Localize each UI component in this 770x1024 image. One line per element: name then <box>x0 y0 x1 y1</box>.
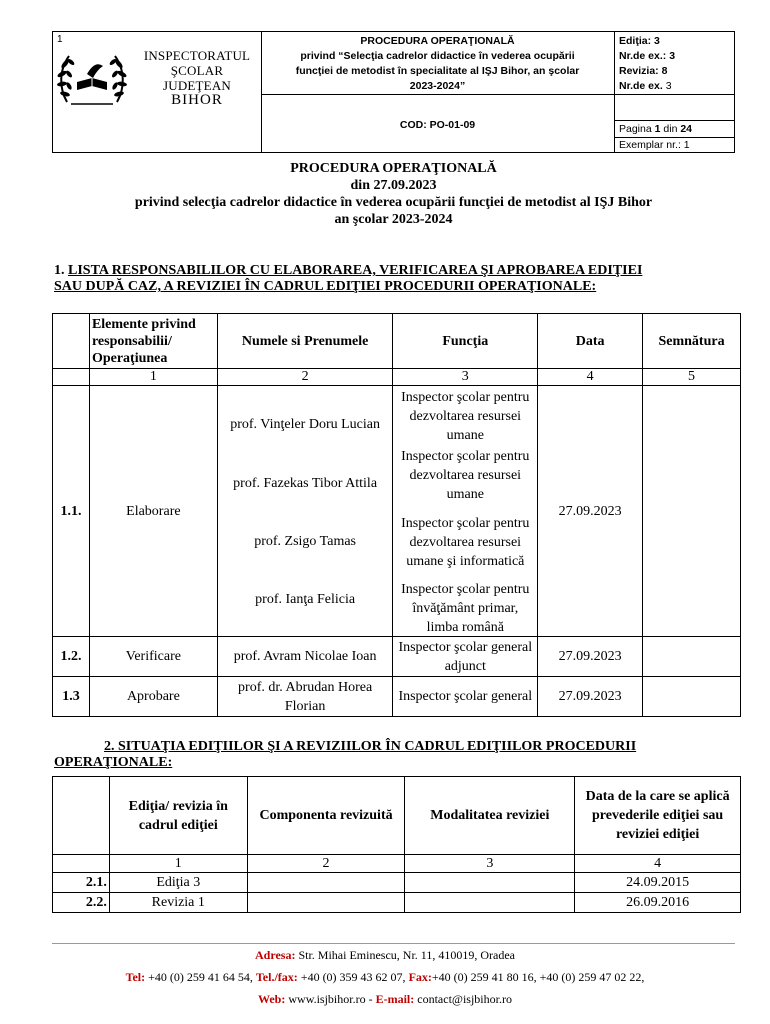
nr-ex-1: Nr.de ex.: 3 <box>619 50 676 62</box>
person-name: prof. dr. Abrudan Horea Florian <box>217 677 393 717</box>
table-row <box>53 893 741 913</box>
header-cell: Data de la care se aplică prevederile ediţiei sau reviziei ediţiei <box>575 777 741 855</box>
row-number: 2.1. <box>53 873 110 893</box>
person-role: Inspector şcolar pentru dezvoltarea resursei umane <box>401 448 530 502</box>
pagination: Pagina 1 din 24 <box>619 123 693 135</box>
institution-name <box>136 48 258 108</box>
title-line4: an şcolar 2023-2024 <box>334 212 453 227</box>
footer-phones: Tel: +40 (0) 259 41 64 54, Tel./fax: +40 (0) 359 43 62 07, Fax:+40 (0) 259 41 80 16, +40 (0) 259 47 02 22, <box>125 970 645 984</box>
names-cell <box>217 386 393 637</box>
divider <box>615 94 734 95</box>
table-header-row <box>53 777 741 855</box>
revizia: Revizia: 8 <box>619 65 668 77</box>
col-num-cell: 4 <box>575 855 741 873</box>
doc-title-line3: funcţiei de metodist în specialitate al IŞJ Bihor, an şcolar <box>295 65 580 77</box>
col-num-cell: 4 <box>538 369 643 386</box>
divider <box>261 94 614 95</box>
header-cell: Ediţia/ revizia în cadrul ediţiei <box>109 777 247 855</box>
date-cell: 27.09.2023 <box>538 637 643 677</box>
person-role: Inspector şcolar pentru dezvoltarea resursei umane şi informatică <box>401 515 530 569</box>
title-line3: privind selecţia cadrelor didactice în vederea ocupării funcţiei de metodist al IŞJ Bihor <box>134 195 653 210</box>
col-num-cell: 3 <box>393 369 538 386</box>
col-num-cell: 5 <box>643 369 741 386</box>
header-cell: Semnătura <box>643 314 741 369</box>
component-cell <box>247 893 405 913</box>
document-header <box>52 31 735 153</box>
divider <box>615 120 734 121</box>
table-row <box>53 637 741 677</box>
header-cell: Numele si Prenumele <box>217 314 393 369</box>
doc-meta-cell <box>615 32 734 152</box>
person-name: prof. Vinţeler Doru Lucian <box>230 416 380 432</box>
section2-heading: 2. SITUAŢIA EDIŢIILOR ŞI A REVIZIILOR ÎN CADRUL EDIŢIILOR PROCEDURII OPERAŢIONALE: <box>54 739 637 770</box>
person-name: prof. Zsigo Tamas <box>254 533 357 549</box>
responsibles-table <box>52 313 741 717</box>
edition-cell: Ediţia 3 <box>109 873 247 893</box>
header-cell-num <box>53 314 90 369</box>
doc-code: COD: PO-01-09 <box>399 119 476 131</box>
footer-web: Web: www.isjbihor.ro - E-mail: contact@isjbihor.ro <box>258 992 512 1006</box>
person-role: Inspector şcolar general <box>393 677 538 717</box>
column-number-row <box>53 855 741 873</box>
doc-title-line2: privind “Selecţia cadrelor didactice în vederea ocupării <box>300 50 575 62</box>
person-role: Inspector şcolar general adjunct <box>393 637 538 677</box>
page-footer <box>0 944 770 1010</box>
col-num-cell: 1 <box>89 369 217 386</box>
table-row <box>53 873 741 893</box>
person-role: Inspector şcolar pentru dezvoltarea resursei umane <box>401 389 530 443</box>
table-header-row <box>53 314 741 369</box>
title-line1: PROCEDURA OPERAŢIONALĂ <box>290 161 497 176</box>
operation-cell: Verificare <box>89 637 217 677</box>
signature-cell <box>643 386 741 637</box>
doc-title-line4: 2023-2024” <box>409 80 466 92</box>
editions-table <box>52 776 741 913</box>
signature-cell <box>643 637 741 677</box>
row-number: 1.3 <box>53 677 90 717</box>
person-name: prof. Fazekas Tibor Attila <box>233 475 378 491</box>
header-cell: Elemente privind responsabilii/ Operaţiunea <box>89 314 217 369</box>
col-num-cell: 1 <box>109 855 247 873</box>
editia: Ediţia: 3 <box>619 35 660 47</box>
component-cell <box>247 873 405 893</box>
exemplar: Exemplar nr.: 1 <box>619 139 690 151</box>
column-number-row <box>53 369 741 386</box>
title-line2: din 27.09.2023 <box>350 178 437 193</box>
section1-heading: 1. LISTA RESPONSABILILOR CU ELABORAREA, VERIFICAREA ŞI APROBAREA EDIŢIEI SAU DUPĂ CAZ, A REVIZIEI ÎN CADRUL EDIŢIEI PROCEDURII OPERAŢIONALE: <box>54 263 643 294</box>
footer-address: Adresa: Str. Mihai Eminescu, Nr. 11, 410019, Oradea <box>255 948 515 962</box>
col-num-cell: 2 <box>217 369 393 386</box>
institution-line3: BIHOR <box>171 92 223 108</box>
col-num-cell <box>53 855 110 873</box>
mode-cell <box>405 893 575 913</box>
institution-line1: INSPECTORATUL <box>143 48 251 63</box>
table-row <box>53 386 741 637</box>
website-link[interactable]: www.isjbihor.ro <box>288 992 366 1006</box>
institution-line2: ŞCOLAR JUDEŢEAN <box>162 63 232 93</box>
date-cell: 27.09.2023 <box>538 677 643 717</box>
mode-cell <box>405 873 575 893</box>
edition-cell: Revizia 1 <box>109 893 247 913</box>
logo-cell <box>53 32 262 152</box>
row-number: 1.2. <box>53 637 90 677</box>
date-cell: 27.09.2023 <box>538 386 643 637</box>
header-cell: Modalitatea reviziei <box>405 777 575 855</box>
header-cell: Componenta revizuită <box>247 777 405 855</box>
doc-title-line1: PROCEDURA OPERAŢIONALĂ <box>360 35 515 47</box>
operation-cell: Aprobare <box>89 677 217 717</box>
operation-cell: Elaborare <box>89 386 217 637</box>
signature-cell <box>643 677 741 717</box>
page-mark: 1 <box>57 34 63 45</box>
date-cell: 24.09.2015 <box>575 873 741 893</box>
email-link[interactable]: contact@isjbihor.ro <box>417 992 512 1006</box>
row-number: 1.1. <box>53 386 90 637</box>
doc-title-cell <box>261 32 615 152</box>
header-cell: Data <box>538 314 643 369</box>
row-number: 2.2. <box>53 893 110 913</box>
doc-title <box>267 34 608 94</box>
person-role: Inspector şcolar pentru învăţământ primar, limba română <box>401 581 530 635</box>
col-num-cell: 3 <box>405 855 575 873</box>
date-cell: 26.09.2016 <box>575 893 741 913</box>
laurel-book-crest-icon <box>57 44 127 108</box>
col-num-cell: 2 <box>247 855 405 873</box>
header-cell-num <box>53 777 110 855</box>
header-cell: Funcţia <box>393 314 538 369</box>
roles-cell <box>393 386 538 637</box>
nr-ex-2: Nr.de ex. 3 <box>619 80 672 92</box>
person-name: prof. Avram Nicolae Ioan <box>217 637 393 677</box>
page-title <box>52 160 735 228</box>
col-num-cell <box>53 369 90 386</box>
person-name: prof. Ianţa Felicia <box>255 591 356 607</box>
table-row <box>53 677 741 717</box>
